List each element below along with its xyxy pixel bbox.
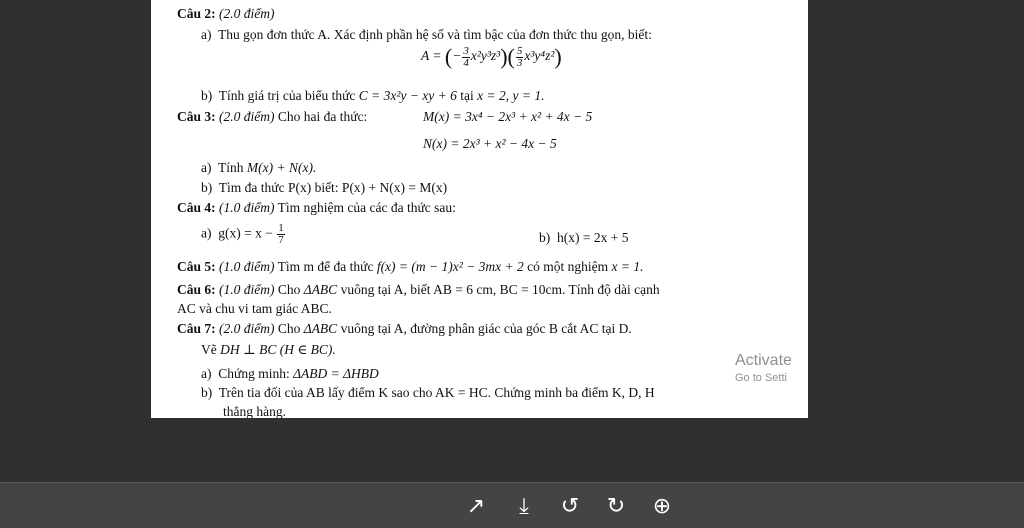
question-4-heading: Câu 4: (1.0 điểm) Tìm nghiệm của các đa thức sau: bbox=[177, 200, 456, 215]
question-5: Câu 5: (1.0 điểm) Tìm m để đa thức f(x) = (m − 1)x² − 3mx + 2 có một nghiệm x = 1. bbox=[177, 259, 644, 274]
rotate-right-icon[interactable]: ↻ bbox=[606, 494, 626, 519]
question-7a: a) Chứng minh: ΔABD = ΔHBD bbox=[201, 366, 379, 381]
question-3a: a) Tính M(x) + N(x). bbox=[201, 160, 317, 175]
question-7-line2: Vẽ DH ⊥ BC (H ∈ BC). bbox=[201, 342, 336, 357]
question-7b-line2: thẳng hàng. bbox=[223, 404, 286, 418]
question-6: Câu 6: (1.0 điểm) Cho ΔABC vuông tại A, biết AB = 6 cm, BC = 10cm. Tính độ dài cạnh bbox=[177, 282, 660, 297]
document-page bbox=[151, 0, 808, 418]
polynomial-N: N(x) = 2x³ + x² − 4x − 5 bbox=[423, 136, 557, 151]
polynomial-M: M(x) = 3x⁴ − 2x³ + x² + 4x − 5 bbox=[423, 109, 593, 124]
question-2a bbox=[201, 27, 652, 43]
zoom-in-icon[interactable]: ⊕ bbox=[652, 494, 672, 519]
question-4a: a) g(x) = x − $\frac{1}{7}$ bbox=[201, 222, 284, 246]
item-label: a) bbox=[201, 27, 212, 42]
formula-A: A = (− $\frac{3}{4}$ x²y³z³)( $\frac{5}{3}$ x³y⁴z²) bbox=[421, 44, 562, 69]
question-2b: b) Tính giá trị của biểu thức C = 3x²y − xy + 6 tại x = 2, y = 1. bbox=[201, 88, 545, 103]
question-7b: b) Trên tia đối của AB lấy điểm K sao cho AK = HC. Chứng minh ba điểm K, D, H bbox=[201, 385, 655, 400]
question-4b: b) h(x) = 2x + 5 bbox=[539, 230, 629, 245]
question-label: Câu 2: bbox=[177, 6, 216, 21]
question-7: Câu 7: (2.0 điểm) Cho ΔABC vuông tại A, đường phân giác của góc B cắt AC tại D. bbox=[177, 321, 632, 336]
question-points: (2.0 điểm) bbox=[219, 6, 275, 21]
item-text: Thu gọn đơn thức A. Xác định phần hệ số và tìm bậc của đơn thức thu gọn, biết: bbox=[218, 27, 652, 42]
question-3-heading: Câu 3: (2.0 điểm) Cho hai đa thức: bbox=[177, 109, 368, 124]
question-2-heading bbox=[177, 6, 275, 22]
activation-watermark: Activate Go to Setti bbox=[735, 352, 792, 384]
download-icon[interactable]: ⤓ bbox=[519, 494, 529, 519]
share-icon[interactable]: ↗ bbox=[466, 494, 486, 519]
rotate-left-icon[interactable]: ↺ bbox=[560, 494, 580, 519]
question-3b: b) Tìm đa thức P(x) biết: P(x) + N(x) = M(x) bbox=[201, 180, 448, 195]
question-6-line2: AC và chu vi tam giác ABC. bbox=[177, 301, 332, 316]
viewer-toolbar bbox=[0, 482, 1024, 528]
